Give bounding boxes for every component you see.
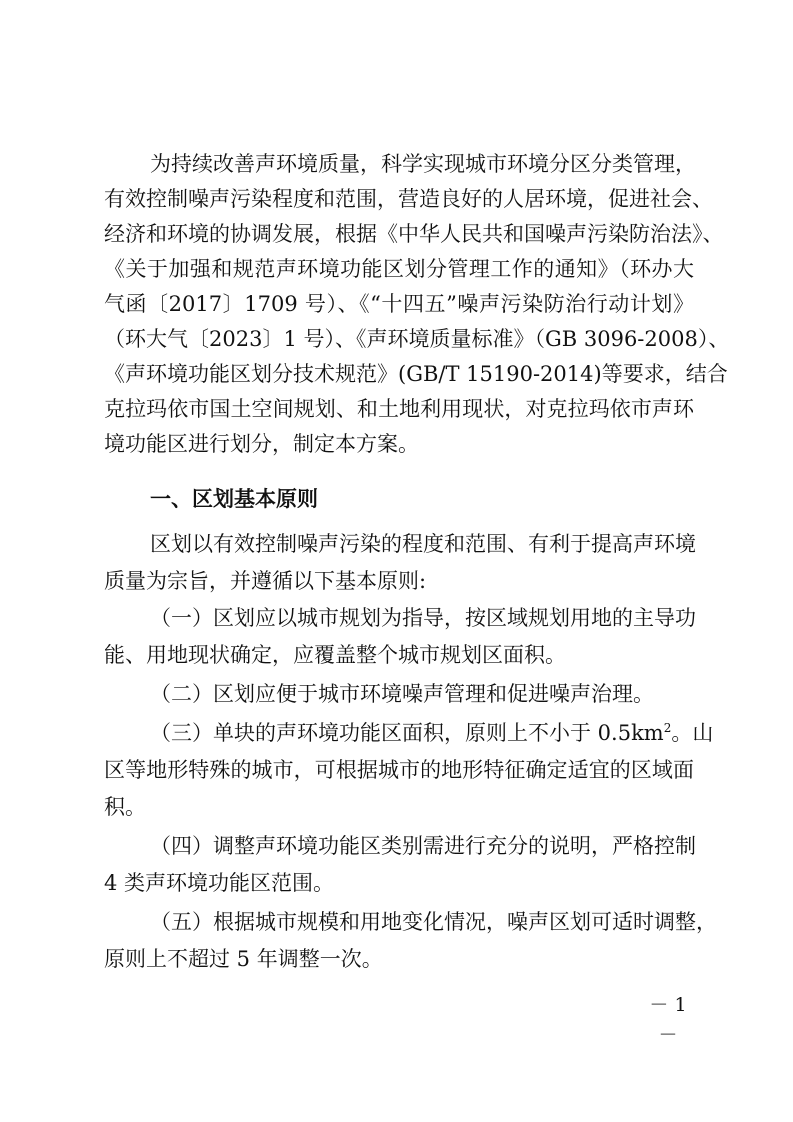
paragraph-line: 区划以有效控制噪声污染的程度和范围、有利于提高声环境 (150, 532, 696, 556)
principle-text: （三）单块的声环境功能区面积，原则上不小于 0.5km (150, 721, 664, 745)
paragraph-line: 克拉玛依市国土空间规划、和土地利用现状，对克拉玛依市声环 (104, 397, 694, 421)
principle-line: （二）区划应便于城市环境噪声管理和促进噪声治理。 (150, 682, 654, 706)
paragraph-line: （环大气〔2023〕1 号）、《声环境质量标准》（GB 3096-2008）、 (104, 327, 730, 351)
paragraph-line: 《声环境功能区划分技术规范》(GB/T 15190-2014)等要求，结合 (104, 362, 728, 386)
principle-line: （四）调整声环境功能区类别需进行充分的说明，严格控制 (150, 834, 696, 858)
principle-line: 区等地形特殊的城市，可根据城市的地形特征确定适宜的区域面 (104, 758, 694, 782)
paragraph-line: 经济和环境的协调发展，根据《中华人民共和国噪声污染防治法》、 (104, 222, 724, 246)
paragraph-line: 为持续改善声环境质量，科学实现城市环境分区分类管理， (150, 152, 696, 176)
paragraph-line: 有效控制噪声污染程度和范围，营造良好的人居环境，促进社会、 (104, 187, 713, 211)
paragraph-line: 气函〔2017〕1709 号）、《“十四五”噪声污染防治行动计划》 (104, 292, 694, 316)
paragraph-line: 境功能区进行划分，制定本方案。 (104, 432, 419, 456)
principle-line (150, 715, 714, 751)
section-heading: 一、区划基本原则 (150, 487, 318, 511)
paragraph-line: 《关于加强和规范声环境功能区划分管理工作的通知》（环办大 (104, 257, 694, 281)
page-number: － 1 － (649, 994, 687, 1046)
principle-line: 能、用地现状确定，应覆盖整个城市规划区面积。 (104, 643, 566, 667)
paragraph-line: 质量为宗旨，并遵循以下基本原则: (104, 569, 427, 593)
principle-line: 积。 (104, 795, 146, 819)
principle-text-suffix: 。山 (671, 721, 714, 745)
principle-line: 原则上不超过 5 年调整一次。 (104, 947, 383, 971)
principle-line: （五）根据城市规模和用地变化情况，噪声区划可适时调整， (150, 910, 717, 934)
principle-line: 4 类声环境功能区范围。 (104, 871, 335, 895)
area-superscript: 2 (663, 721, 672, 735)
principle-line: （一）区划应以城市规划为指导，按区域规划用地的主导功 (150, 606, 696, 630)
